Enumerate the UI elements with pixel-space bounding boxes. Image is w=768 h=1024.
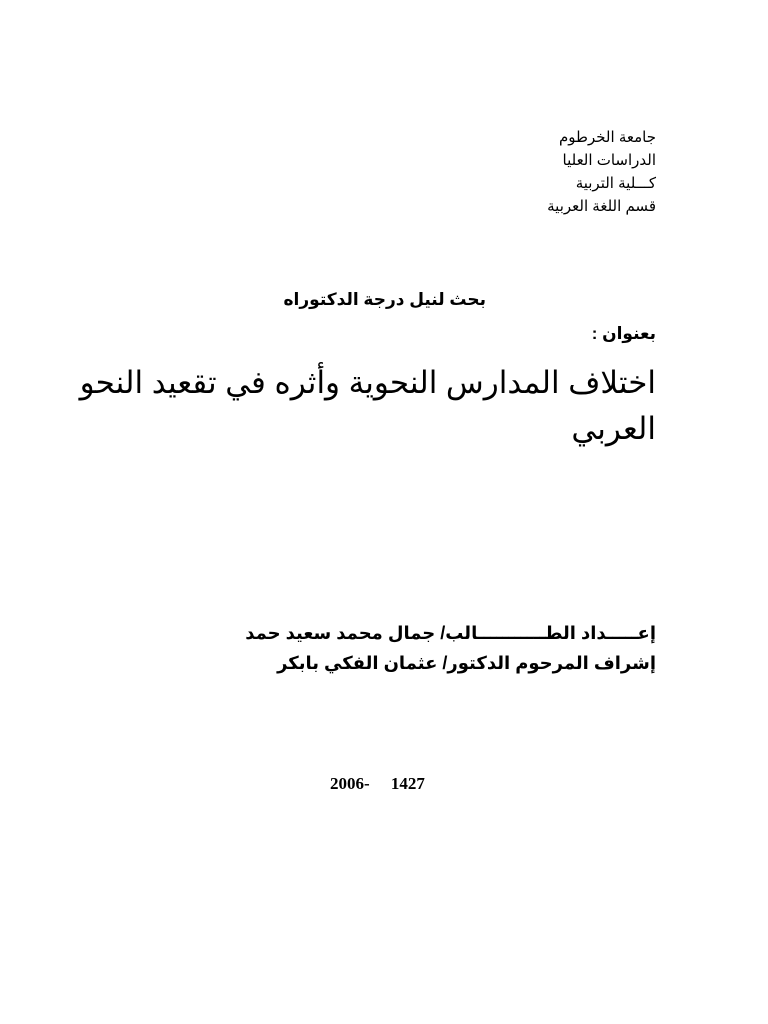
title-label: بعنوان : (591, 324, 656, 343)
thesis-title-line-2: العربي (571, 411, 656, 446)
university-name: جامعة الخرطوم (559, 129, 656, 146)
hijri-year: 1427 (390, 774, 425, 793)
thesis-title-line-1: اختلاف المدارس النحوية وأثره في تقعيد النحو (79, 365, 656, 400)
prepared-by-line: إعـــــداد الطـــــــــــالب/ جمال محمد سعيد حمد (245, 623, 656, 643)
department-name: قسم اللغة العربية (547, 198, 656, 215)
gregorian-year: 2006- (330, 774, 370, 793)
credits-block (245, 618, 656, 678)
degree-statement: بحث لنيل درجة الدكتوراه (283, 290, 486, 309)
date-line (330, 774, 425, 794)
college-name: كـــلية التربية (575, 175, 656, 192)
institution-header (547, 126, 656, 218)
supervisor-line: إشراف المرحوم الدكتور/ عثمان الفكي بابكر (277, 653, 656, 673)
thesis-title (79, 360, 656, 452)
graduate-studies-name: الدراسات العليا (562, 152, 656, 169)
